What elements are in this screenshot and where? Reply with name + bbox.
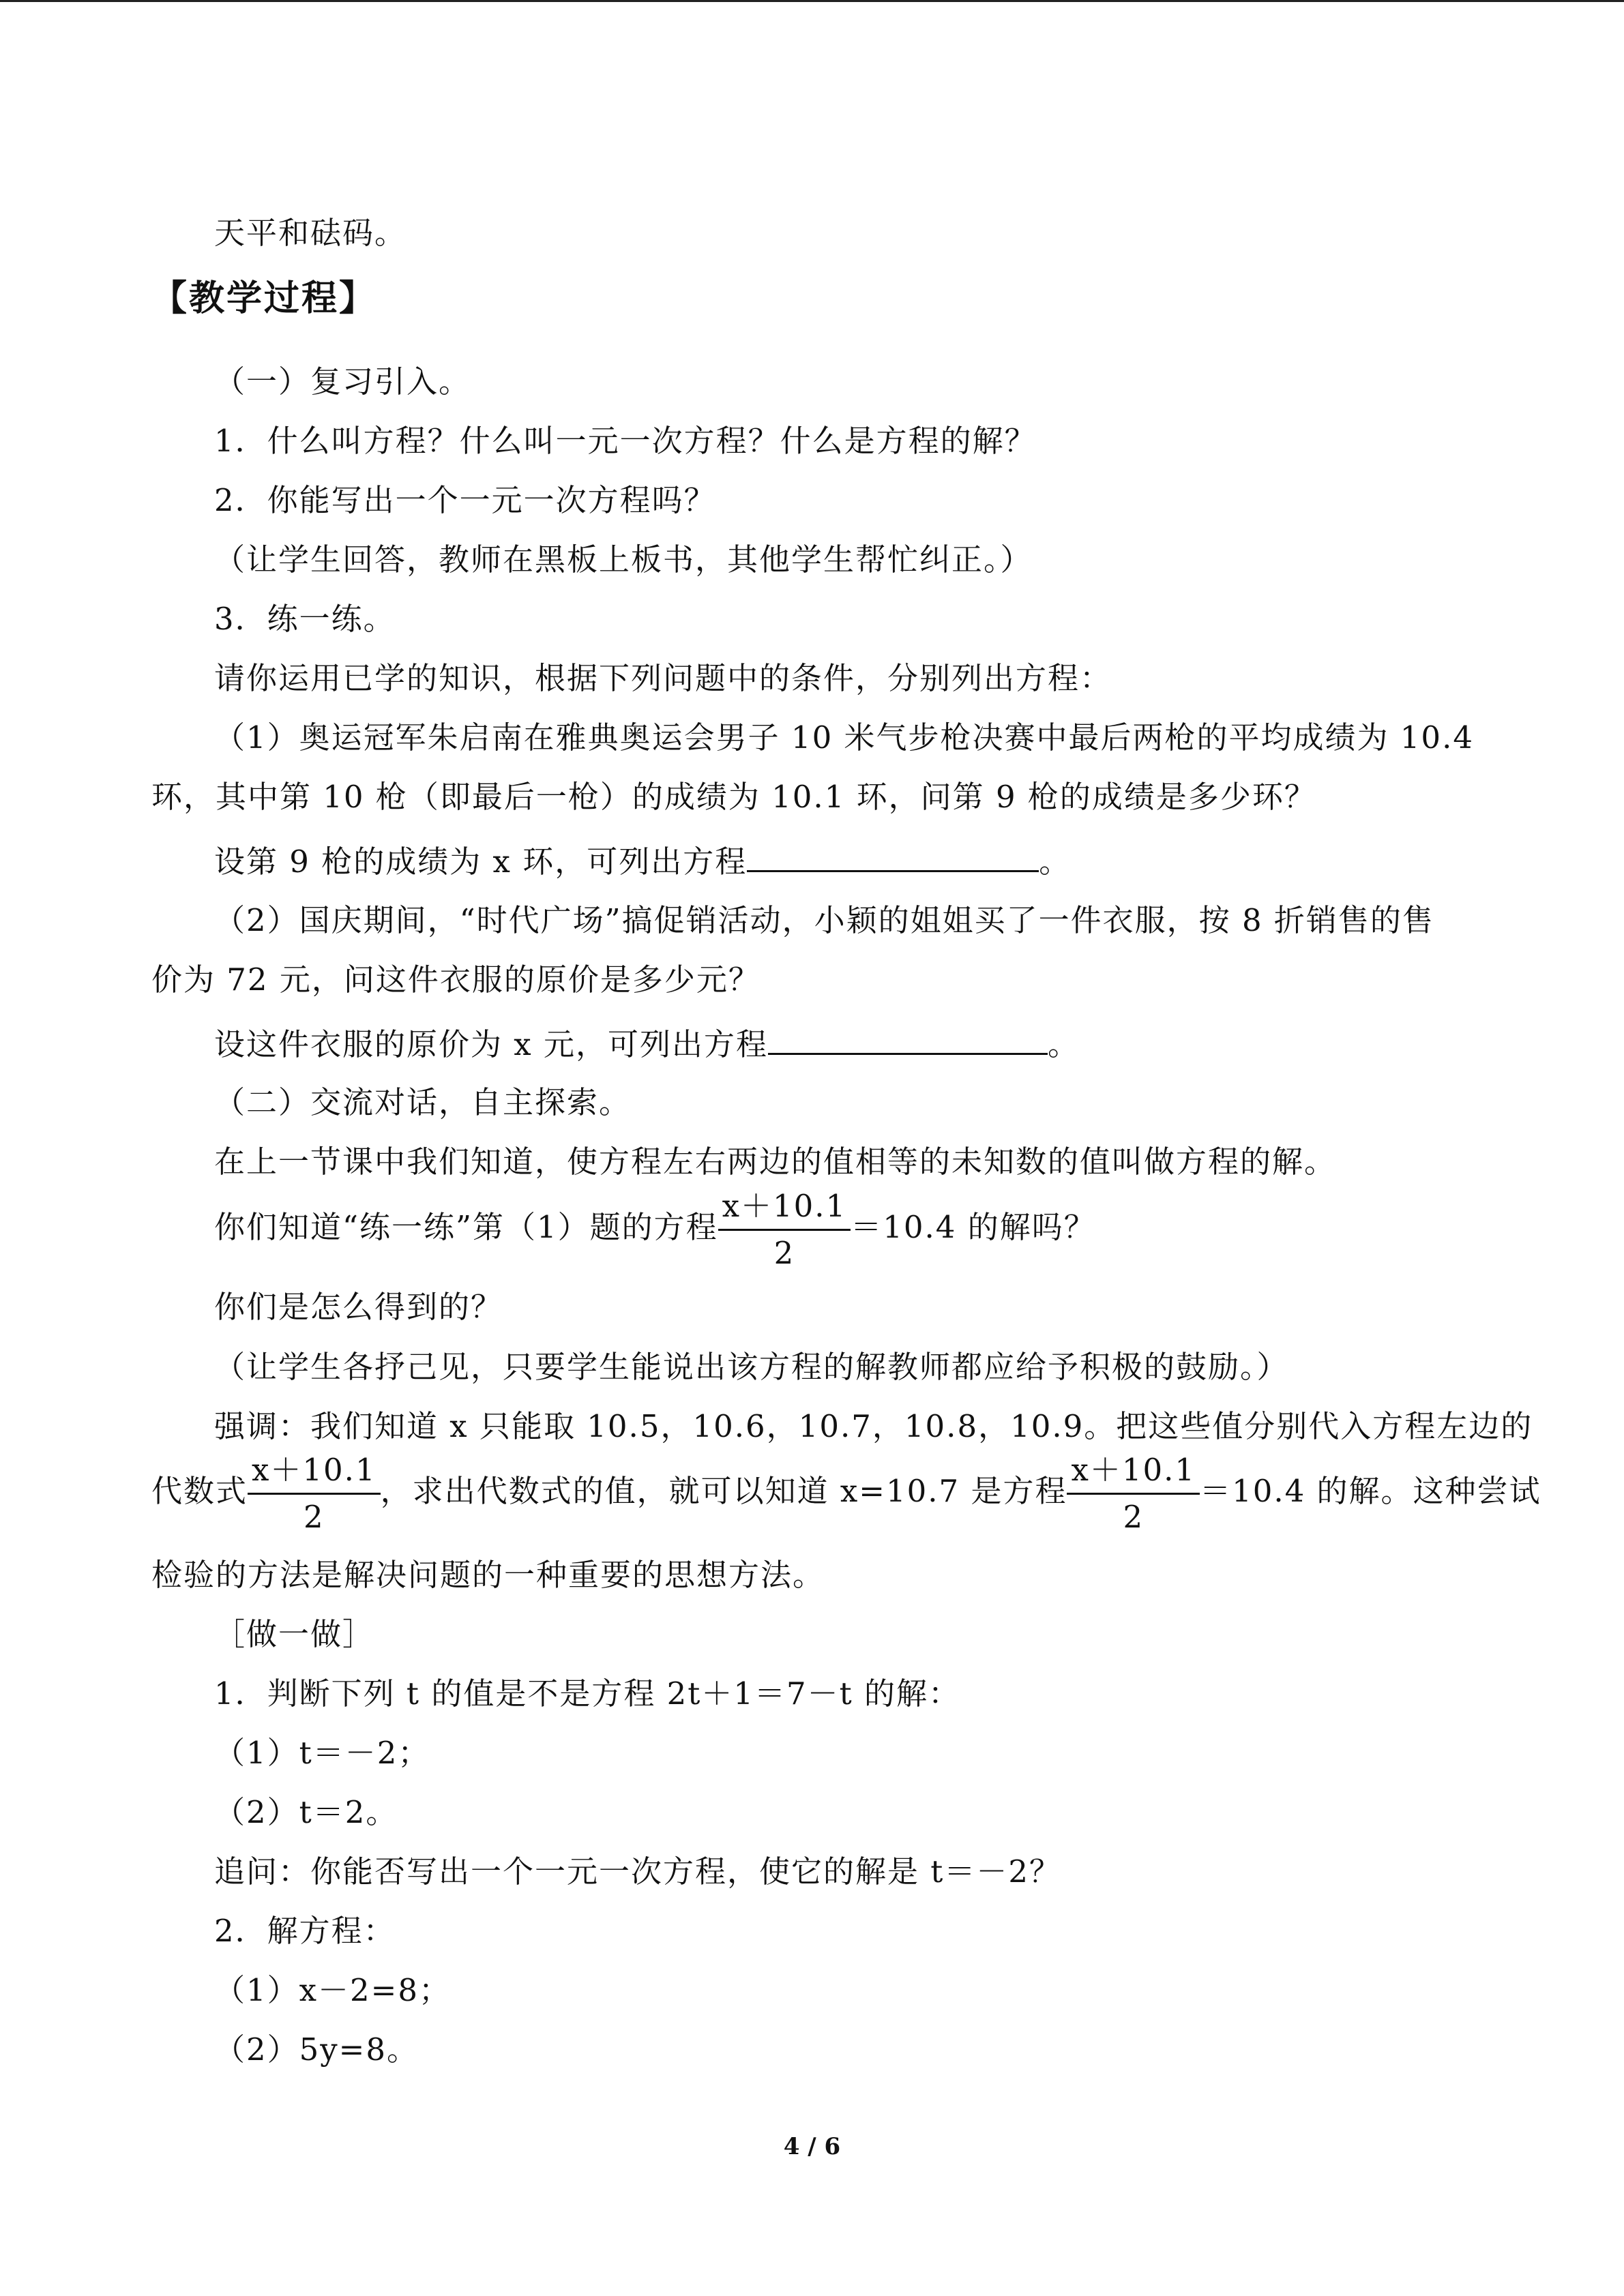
page-top-border xyxy=(0,0,1624,2)
text-line: 价为 72 元，问这件衣服的原价是多少元？ xyxy=(151,961,761,998)
question-text: 设这件衣服的原价为 x 元，可列出方程 xyxy=(214,1026,768,1062)
text-line: 1．判断下列 t 的值是不是方程 2t＋1＝7－t 的解： xyxy=(214,1675,960,1712)
text-line: （一）复习引入。 xyxy=(214,363,471,400)
period: 。 xyxy=(1048,1026,1080,1062)
text-line: 强调：我们知道 x 只能取 10.5，10.6，10.7，10.8，10.9。把这些值分别代入方程左边的 xyxy=(214,1408,1533,1444)
text-line: 检验的方法是解决问题的一种重要的思想方法。 xyxy=(151,1557,825,1593)
text-line: （2）t＝2。 xyxy=(214,1794,398,1830)
fraction-numerator: x＋10.1 xyxy=(718,1188,851,1231)
question-text: 设第 9 枪的成绩为 x 环，可列出方程 xyxy=(214,844,748,880)
page-number: 4 / 6 xyxy=(783,2133,841,2160)
text: 代数式 xyxy=(151,1473,248,1509)
text-line: （让学生回答，教师在黑板上板书，其他学生帮忙纠正。） xyxy=(214,541,1033,578)
fraction-numerator: x＋10.1 xyxy=(1067,1452,1200,1495)
text-line: （1）x－2=8； xyxy=(214,1972,451,2008)
text-line-with-blank xyxy=(214,1023,1080,1065)
text-line: 3．练一练。 xyxy=(214,601,396,637)
text: ，求出代数式的值，就可以知道 x=10.7 是方程 xyxy=(380,1473,1067,1509)
text-line: （2）国庆期间，“时代广场”搞促销活动，小颖的姐姐买了一件衣服，按 8 折销售的售 xyxy=(214,902,1434,938)
text-line: 2．你能写出一个一元一次方程吗？ xyxy=(214,482,716,518)
text-line-with-blank xyxy=(214,840,1071,882)
text-line: 2．解方程： xyxy=(214,1913,396,1949)
text-line-with-fraction xyxy=(151,1450,1541,1536)
text-line: （二）交流对话，自主探索。 xyxy=(214,1084,632,1120)
fraction-numerator: x＋10.1 xyxy=(248,1452,381,1495)
fraction-denominator: 2 xyxy=(303,1499,325,1535)
text-line: （1）奥运冠军朱启南在雅典奥运会男子 10 米气步枪决赛中最后两枪的平均成绩为 10.4 xyxy=(214,719,1475,756)
text-line: 天平和砝码。 xyxy=(214,215,407,251)
period: 。 xyxy=(1039,844,1072,880)
text-line-with-fraction xyxy=(214,1187,1096,1272)
text-line: 1．什么叫方程？什么叫一元一次方程？什么是方程的解？ xyxy=(214,423,1037,459)
question-text: ＝10.4 的解吗？ xyxy=(851,1209,1096,1245)
question-text: 你们知道“练一练”第（1）题的方程 xyxy=(214,1209,718,1245)
text-line: （2）5y=8。 xyxy=(214,2031,419,2068)
text-line: ［做一做］ xyxy=(214,1616,375,1652)
fraction-denominator: 2 xyxy=(773,1235,795,1271)
text-line: 请你运用已学的知识，根据下列问题中的条件，分别列出方程： xyxy=(214,660,1112,696)
fraction xyxy=(1067,1452,1200,1536)
fraction xyxy=(248,1452,381,1536)
answer-blank[interactable] xyxy=(747,840,1039,872)
text-line: 在上一节课中我们知道，使方程左右两边的值相等的未知数的值叫做方程的解。 xyxy=(214,1144,1337,1180)
text-line: 追问：你能否写出一个一元一次方程，使它的解是 t＝－2？ xyxy=(214,1853,1062,1890)
text-line: 环，其中第 10 枪（即最后一枪）的成绩为 10.1 环，问第 9 枪的成绩是多少环？ xyxy=(151,779,1316,815)
section-heading: 【教学过程】 xyxy=(151,278,377,319)
fraction xyxy=(718,1188,851,1272)
text-line: （1）t＝－2； xyxy=(214,1735,430,1771)
answer-blank[interactable] xyxy=(768,1023,1048,1055)
text-line: 你们是怎么得到的？ xyxy=(214,1289,503,1325)
fraction-denominator: 2 xyxy=(1123,1499,1145,1535)
text: ＝10.4 的解。这种尝试 xyxy=(1200,1473,1541,1509)
text-line: （让学生各抒己见，只要学生能说出该方程的解教师都应给予积极的鼓励。） xyxy=(214,1349,1289,1385)
